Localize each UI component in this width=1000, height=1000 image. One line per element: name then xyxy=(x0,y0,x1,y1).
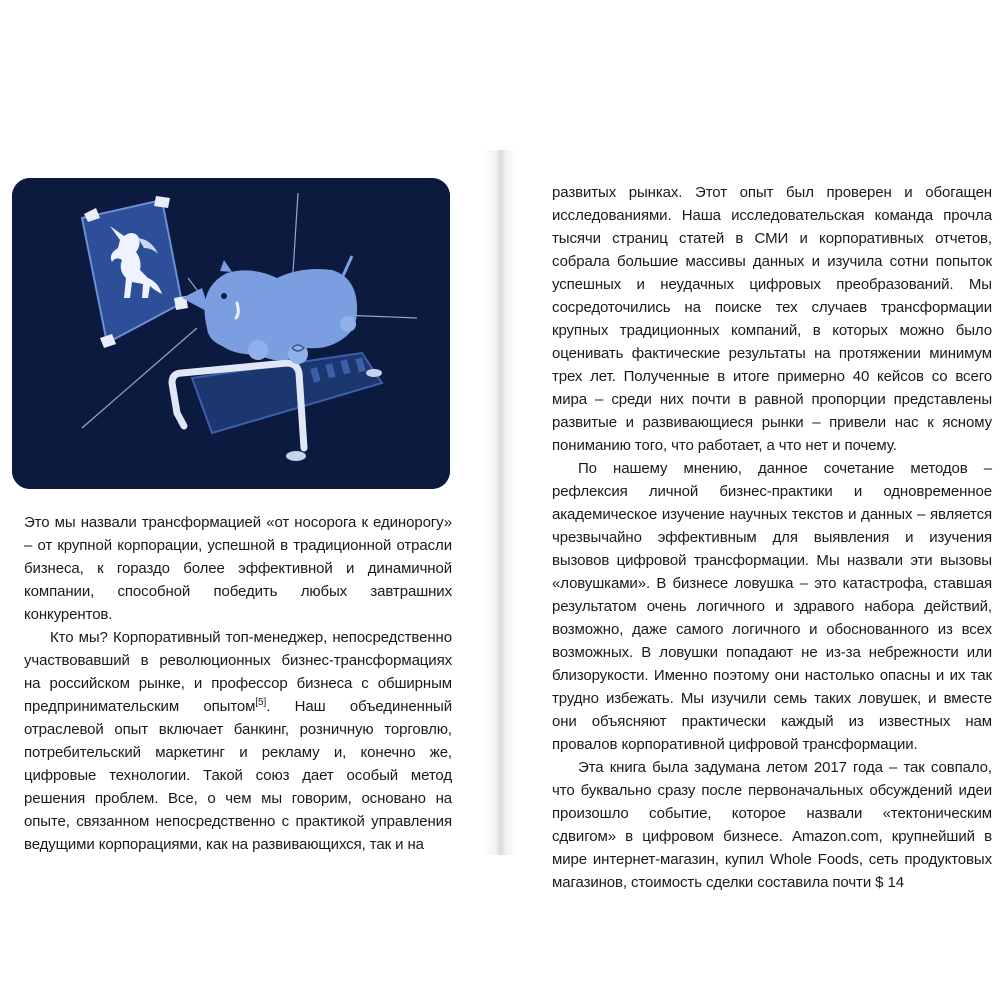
rhino-back-foot xyxy=(288,344,308,364)
rhino-front-foot xyxy=(248,340,268,360)
paragraph: По нашему мнению, данное сочетание методов – рефлексия личной бизнес-практики и одновременное академическое изучение научных текстов и данных – является чрезвычайно эффективным для выявления и изучения вызовов цифровой трансформации. Мы назвали эти вызовы «ловушками». В бизнесе ловушка – это катастрофа, ставшая результатом очень логичного и здравого набора действий, возможно, даже самого логичного и обоснованного из всех возможных. В ловушки попадают не из-за небрежности или близорукости. Именно поэтому они настолько опасны и их так трудно избежать. Мы изучили семь таких ловушек, и вместе они объясняют практически каждый из известных нам провалов корпоративной цифровой трансформации. xyxy=(552,460,992,753)
paragraph-text: Кто мы? Корпоративный топ-менеджер, непосредственно участвовавший в революционных бизнес-трансформациях на российском рынке, и профессор бизнеса с обширным предпринимательским опытом xyxy=(24,629,452,715)
rhino-treadmill-illustration xyxy=(12,178,450,489)
tape-top-right xyxy=(154,196,170,208)
rhino-eye xyxy=(221,293,227,299)
paragraph-text-continued: . Наш объединенный отраслевой опыт включает банкинг, розничную торговлю, потребительский маркетинг и рекламу и, конечно же, цифровые технологии. Такой союз дает особый метод решения проблем. Все, о чем мы говорим, основано на опыте, связанном непосредственно с практикой управления ведущими корпорациями, как на развивающихся, так и на xyxy=(24,698,452,853)
right-page-text xyxy=(552,181,992,894)
rhino-tail-foot xyxy=(340,316,356,332)
footnote-reference[interactable]: [5] xyxy=(255,697,267,708)
left-page xyxy=(0,0,490,1000)
paragraph: Это мы назвали трансформацией «от носорога к единорогу» – от крупной корпорации, успешной в традиционной отрасли бизнеса, к гораздо более эффективной и динамичной компании, способной победить любых завтрашних конкурентов. xyxy=(24,514,452,623)
paragraph: развитых рынках. Этот опыт был проверен и обогащен исследованиями. Наша исследовательская команда прочла тысячи страниц статей в СМИ и корпоративных отчетов, собрала большие массивы данных и изучила сотни попыток успешных и неудачных цифровых преобразований. Мы сосредоточились на поиске тех случаев трансформации крупных традиционных компаний, в которых можно было оценивать фактические результаты на протяжении минимум трех лет. Полученные в итоге примерно 40 кейсов со всего мира – среди них почти в равной пропорции представлены развитые и развивающиеся рынки – привели нас к ясному пониманию того, что работает, а что нет и почему. xyxy=(552,184,992,454)
right-page xyxy=(510,0,1000,1000)
illustration-svg xyxy=(12,178,450,489)
paragraph-who-we-are xyxy=(24,626,452,856)
paragraph: Эта книга была задумана летом 2017 года – так совпало, что буквально сразу после первоначальных обсуждений идеи произошло событие, которое назвали «тектоническим сдвигом» в цифровом бизнесе. Amazon.com, крупнейший в мире интернет-магазин, купил Whole Foods, сеть продуктовых магазинов, стоимость сделки составила почти $ 14 xyxy=(552,759,992,891)
left-page-text xyxy=(24,511,452,856)
